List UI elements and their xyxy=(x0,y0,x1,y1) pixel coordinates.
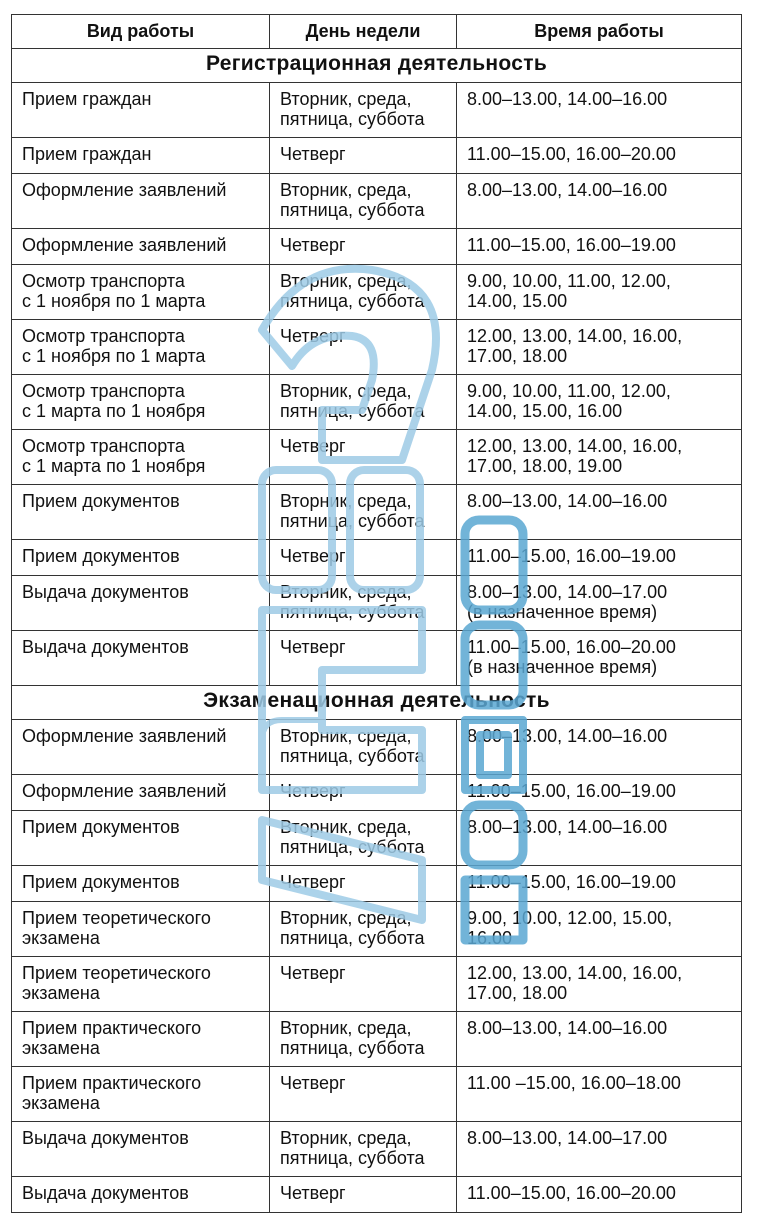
cell-work-type: Выдача документов xyxy=(12,576,270,631)
cell-work-time: 11.00 –15.00, 16.00–18.00 xyxy=(457,1067,742,1122)
section-row xyxy=(12,49,742,83)
schedule-table-wrapper xyxy=(11,14,741,1213)
cell-work-time: 8.00–13.00, 14.00–17.00 (в назначенное время) xyxy=(457,576,742,631)
cell-work-type: Прием граждан xyxy=(12,83,270,138)
schedule-table xyxy=(11,14,742,1213)
cell-work-time: 8.00–13.00, 14.00–16.00 xyxy=(457,1012,742,1067)
table-row xyxy=(12,375,742,430)
table-row xyxy=(12,720,742,775)
cell-weekday: Четверг xyxy=(270,430,457,485)
cell-work-type: Прием граждан xyxy=(12,138,270,174)
cell-work-time: 12.00, 13.00, 14.00, 16.00, 17.00, 18.00 xyxy=(457,320,742,375)
section-row xyxy=(12,686,742,720)
cell-work-time: 8.00–13.00, 14.00–16.00 xyxy=(457,83,742,138)
section-title: Экзаменационная деятельность xyxy=(12,686,742,720)
cell-weekday: Вторник, среда, пятница, суббота xyxy=(270,720,457,775)
cell-work-time: 8.00–13.00, 14.00–16.00 xyxy=(457,811,742,866)
table-row xyxy=(12,485,742,540)
table-body xyxy=(12,49,742,1213)
cell-work-time: 11.00–15.00, 16.00–19.00 xyxy=(457,866,742,902)
header-weekday: День недели xyxy=(270,15,457,49)
cell-work-type: Осмотр транспорта с 1 марта по 1 ноября xyxy=(12,375,270,430)
cell-work-time: 8.00–13.00, 14.00–16.00 xyxy=(457,485,742,540)
cell-work-time: 8.00–13.00, 14.00–17.00 xyxy=(457,1122,742,1177)
cell-weekday: Вторник, среда, пятница, суббота xyxy=(270,1122,457,1177)
cell-work-type: Осмотр транспорта с 1 марта по 1 ноября xyxy=(12,430,270,485)
table-row xyxy=(12,811,742,866)
cell-work-type: Прием теоретического экзамена xyxy=(12,957,270,1012)
cell-work-time: 11.00–15.00, 16.00–19.00 xyxy=(457,229,742,265)
cell-work-type: Осмотр транспорта с 1 ноября по 1 марта xyxy=(12,320,270,375)
table-header-row xyxy=(12,15,742,49)
table-row xyxy=(12,1122,742,1177)
table-row xyxy=(12,1012,742,1067)
cell-work-type: Оформление заявлений xyxy=(12,229,270,265)
cell-work-time: 11.00–15.00, 16.00–20.00 xyxy=(457,1177,742,1213)
cell-work-time: 8.00–13.00, 14.00–16.00 xyxy=(457,174,742,229)
cell-weekday: Четверг xyxy=(270,229,457,265)
cell-weekday: Вторник, среда, пятница, суббота xyxy=(270,83,457,138)
table-row xyxy=(12,1177,742,1213)
cell-work-time: 12.00, 13.00, 14.00, 16.00, 17.00, 18.00 xyxy=(457,957,742,1012)
cell-weekday: Вторник, среда, пятница, суббота xyxy=(270,375,457,430)
cell-weekday: Вторник, среда, пятница, суббота xyxy=(270,811,457,866)
cell-weekday: Четверг xyxy=(270,1067,457,1122)
cell-work-time: 9.00, 10.00, 11.00, 12.00, 14.00, 15.00 xyxy=(457,265,742,320)
table-row xyxy=(12,775,742,811)
table-row xyxy=(12,576,742,631)
cell-weekday: Вторник, среда, пятница, суббота xyxy=(270,265,457,320)
cell-work-type: Прием документов xyxy=(12,485,270,540)
cell-work-time: 9.00, 10.00, 11.00, 12.00, 14.00, 15.00, 16.00 xyxy=(457,375,742,430)
table-row xyxy=(12,174,742,229)
cell-work-type: Прием практического экзамена xyxy=(12,1067,270,1122)
cell-work-type: Осмотр транспорта с 1 ноября по 1 марта xyxy=(12,265,270,320)
cell-work-type: Прием практического экзамена xyxy=(12,1012,270,1067)
header-work-time: Время работы xyxy=(457,15,742,49)
cell-work-time: 8.00–13.00, 14.00–16.00 xyxy=(457,720,742,775)
cell-weekday: Четверг xyxy=(270,775,457,811)
cell-work-time: 11.00–15.00, 16.00–20.00 xyxy=(457,138,742,174)
cell-work-type: Прием документов xyxy=(12,811,270,866)
cell-weekday: Вторник, среда, пятница, суббота xyxy=(270,576,457,631)
cell-work-time: 11.00–15.00, 16.00–19.00 xyxy=(457,775,742,811)
table-row xyxy=(12,631,742,686)
cell-work-type: Прием документов xyxy=(12,540,270,576)
cell-work-type: Выдача документов xyxy=(12,1177,270,1213)
cell-weekday: Четверг xyxy=(270,138,457,174)
cell-weekday: Четверг xyxy=(270,631,457,686)
cell-weekday: Вторник, среда, пятница, суббота xyxy=(270,174,457,229)
cell-weekday: Четверг xyxy=(270,957,457,1012)
cell-work-type: Прием теоретического экзамена xyxy=(12,902,270,957)
cell-work-time: 12.00, 13.00, 14.00, 16.00, 17.00, 18.00, 19.00 xyxy=(457,430,742,485)
table-row xyxy=(12,138,742,174)
table-row xyxy=(12,430,742,485)
cell-work-type: Оформление заявлений xyxy=(12,775,270,811)
cell-weekday: Вторник, среда, пятница, суббота xyxy=(270,902,457,957)
table-row xyxy=(12,902,742,957)
cell-weekday: Четверг xyxy=(270,866,457,902)
table-row xyxy=(12,229,742,265)
cell-work-type: Выдача документов xyxy=(12,1122,270,1177)
table-row xyxy=(12,866,742,902)
cell-weekday: Вторник, среда, пятница, суббота xyxy=(270,485,457,540)
table-row xyxy=(12,83,742,138)
cell-weekday: Четверг xyxy=(270,320,457,375)
table-row xyxy=(12,540,742,576)
cell-work-type: Выдача документов xyxy=(12,631,270,686)
header-work-type: Вид работы xyxy=(12,15,270,49)
table-row xyxy=(12,957,742,1012)
cell-work-time: 9.00, 10.00, 12.00, 15.00, 16.00 xyxy=(457,902,742,957)
table-row xyxy=(12,320,742,375)
cell-work-type: Оформление заявлений xyxy=(12,174,270,229)
cell-work-time: 11.00–15.00, 16.00–19.00 xyxy=(457,540,742,576)
cell-work-time: 11.00–15.00, 16.00–20.00 (в назначенное время) xyxy=(457,631,742,686)
table-row xyxy=(12,265,742,320)
cell-work-type: Прием документов xyxy=(12,866,270,902)
cell-weekday: Вторник, среда, пятница, суббота xyxy=(270,1012,457,1067)
cell-work-type: Оформление заявлений xyxy=(12,720,270,775)
cell-weekday: Четверг xyxy=(270,1177,457,1213)
cell-weekday: Четверг xyxy=(270,540,457,576)
section-title: Регистрационная деятельность xyxy=(12,49,742,83)
table-row xyxy=(12,1067,742,1122)
